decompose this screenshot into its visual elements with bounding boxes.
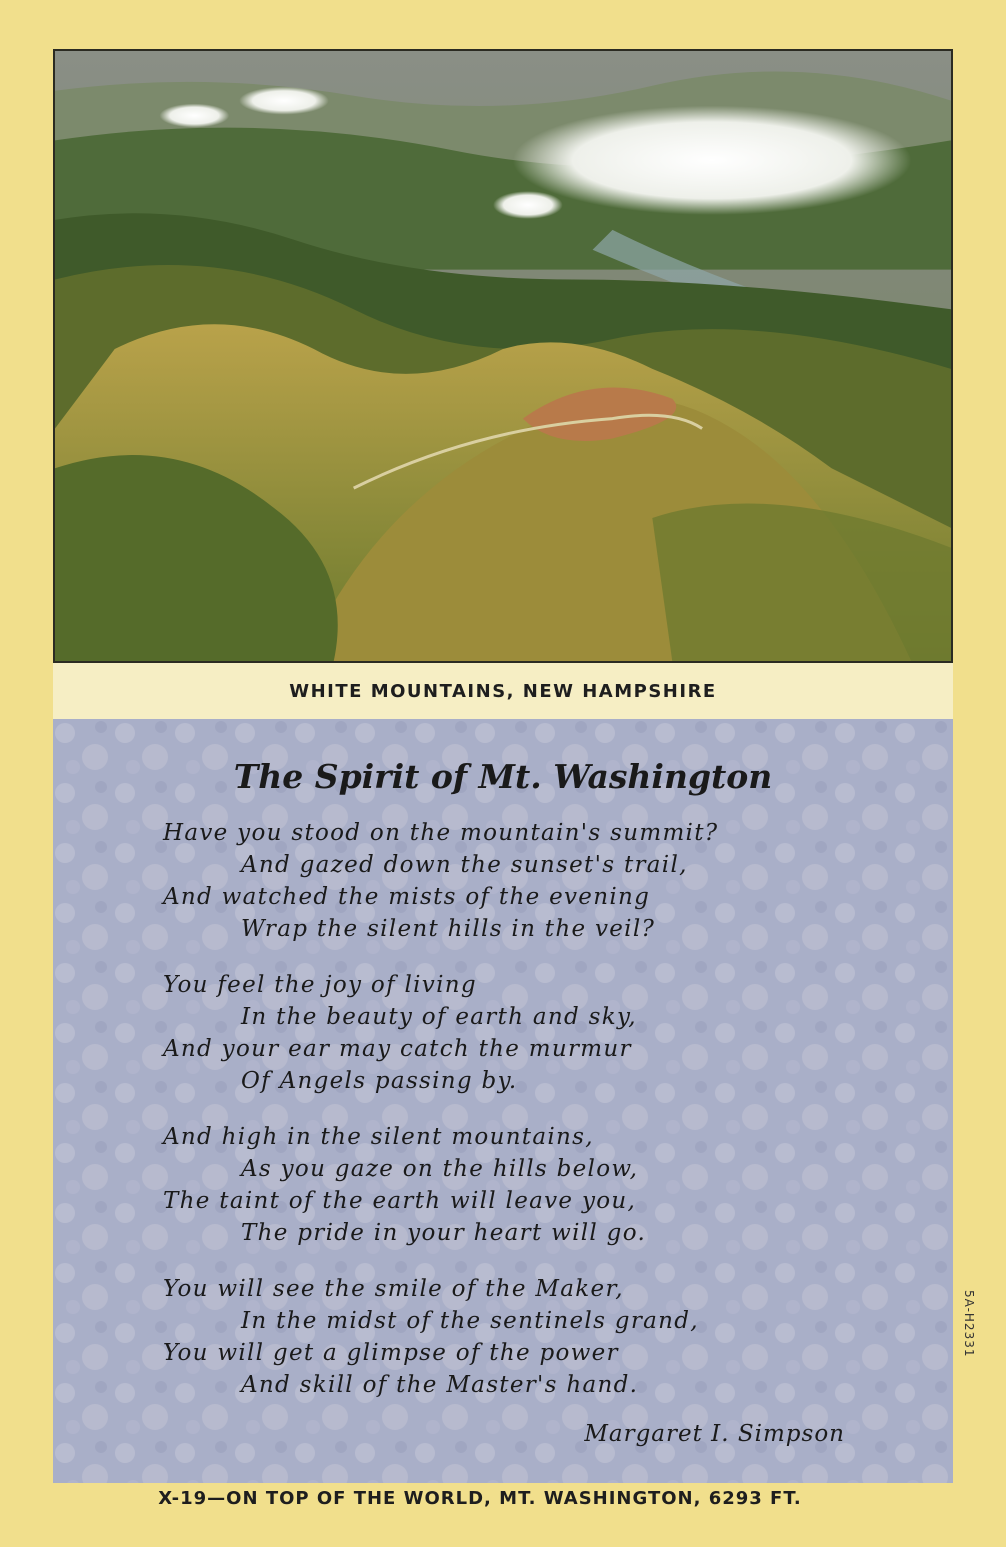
poem-line: And watched the mists of the evening: [163, 884, 651, 910]
stanza: [163, 1121, 718, 1249]
poem-panel: [53, 719, 953, 1483]
poem-line: You will see the smile of the Maker,: [163, 1276, 624, 1302]
stanza: [163, 1273, 718, 1401]
bottom-caption: X-19—ON TOP OF THE WORLD, MT. WASHINGTON, 6293 FT.: [158, 1488, 802, 1509]
photo-caption-strip: [53, 663, 953, 719]
poem-line: Wrap the silent hills in the veil?: [241, 916, 656, 942]
poem-line: The taint of the earth will leave you,: [163, 1188, 637, 1214]
card-code: 5A-H2331: [962, 1290, 976, 1358]
poem-line: The pride in your heart will go.: [241, 1220, 647, 1246]
stanza: [163, 969, 718, 1097]
stanza: [163, 817, 718, 945]
poem-line: And skill of the Master's hand.: [241, 1372, 639, 1398]
poem-line: In the midst of the sentinels grand,: [241, 1308, 699, 1334]
poem-line: And high in the silent mountains,: [163, 1124, 594, 1150]
landscape-photo: [53, 49, 953, 663]
poem-line: You will get a glimpse of the power: [163, 1340, 619, 1366]
poem-body: [163, 817, 718, 1425]
poem-title: The Spirit of Mt. Washington: [233, 757, 773, 796]
poem-line: Of Angels passing by.: [241, 1068, 518, 1094]
poem-line: In the beauty of earth and sky,: [241, 1004, 637, 1030]
poem-line: You feel the joy of living: [163, 972, 477, 998]
poem-author: Margaret I. Simpson: [584, 1421, 845, 1447]
poem-line: And gazed down the sunset's trail,: [241, 852, 688, 878]
poem-line: And your ear may catch the murmur: [163, 1036, 632, 1062]
poem-line: As you gaze on the hills below,: [241, 1156, 639, 1182]
mountain-landscape-image: [55, 51, 951, 661]
photo-caption: WHITE MOUNTAINS, NEW HAMPSHIRE: [289, 680, 717, 702]
poem-line: Have you stood on the mountain's summit?: [163, 820, 719, 846]
